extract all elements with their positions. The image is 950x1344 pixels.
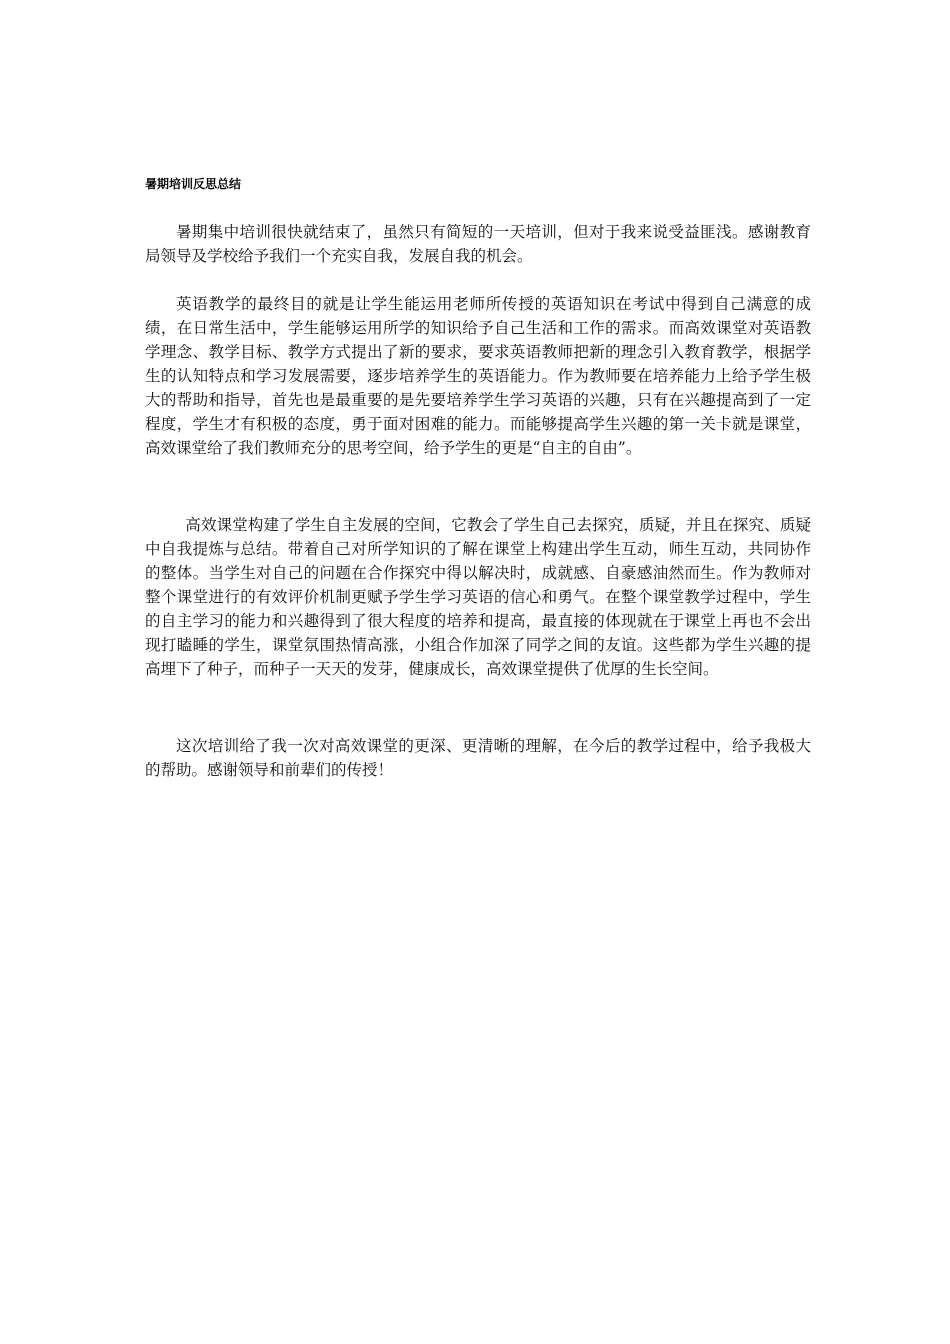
paragraph-intro: 暑期集中培训很快就结束了，虽然只有简短的一天培训，但对于我来说受益匪浅。感谢教育局领导及学校给予我们一个充实自我，发展自我的机会。 bbox=[145, 223, 811, 265]
paragraph-efficient-classroom: 高效课堂构建了学生自主发展的空间，它教会了学生自己去探究，质疑，并且在探究、质疑中自我提炼与总结。带着自己对所学知识的了解在课堂上构建出学生互动，师生互动，共同协作的整体。当学生对自己的问题在合作探究中得以解决时，成就感、自豪感油然而生。作为教师对整个课堂进行的有效评价机制更赋予学生学习英语的信心和勇气。在整个课堂教学过程中，学生的自主学习的能力和兴趣得到了很大程度的培养和提高，最直接的体现就在于课堂上再也不会出现打瞌睡的学生，课堂氛围热情高涨，小组合作加深了同学之间的友谊。这些都为学生兴趣的提高埋下了种子，而种子一天天的发芽，健康成长，高效课堂提供了优厚的生长空间。 bbox=[145, 516, 811, 678]
document-title: 暑期培训反思总结 bbox=[145, 177, 242, 191]
paragraph-english-teaching-goal: 英语教学的最终目的就是让学生能运用老师所传授的英语知识在考试中得到自己满意的成绩，在日常生活中，学生能够运用所学的知识给予自己生活和工作的需求。而高效课堂对英语教学理念、教学目标、教学方式提出了新的要求，要求英语教师把新的理念引入教育教学，根据学生的认知特点和学习发展需要，逐步培养学生的英语能力。作为教师要在培养能力上给予学生极大的帮助和指导，首先也是最重要的是先要培养学生学习英语的兴趣，只有在兴趣提高到了一定程度，学生才有积极的态度，勇于面对困难的能力。而能够提高学生兴趣的第一关卡就是课堂，高效课堂给了我们教师充分的思考空间，给予学生的更是“自主的自由”。 bbox=[145, 295, 811, 457]
paragraph-conclusion: 这次培训给了我一次对高效课堂的更深、更清晰的理解，在今后的教学过程中，给予我极大的帮助。感谢领导和前辈们的传授！ bbox=[145, 737, 811, 779]
